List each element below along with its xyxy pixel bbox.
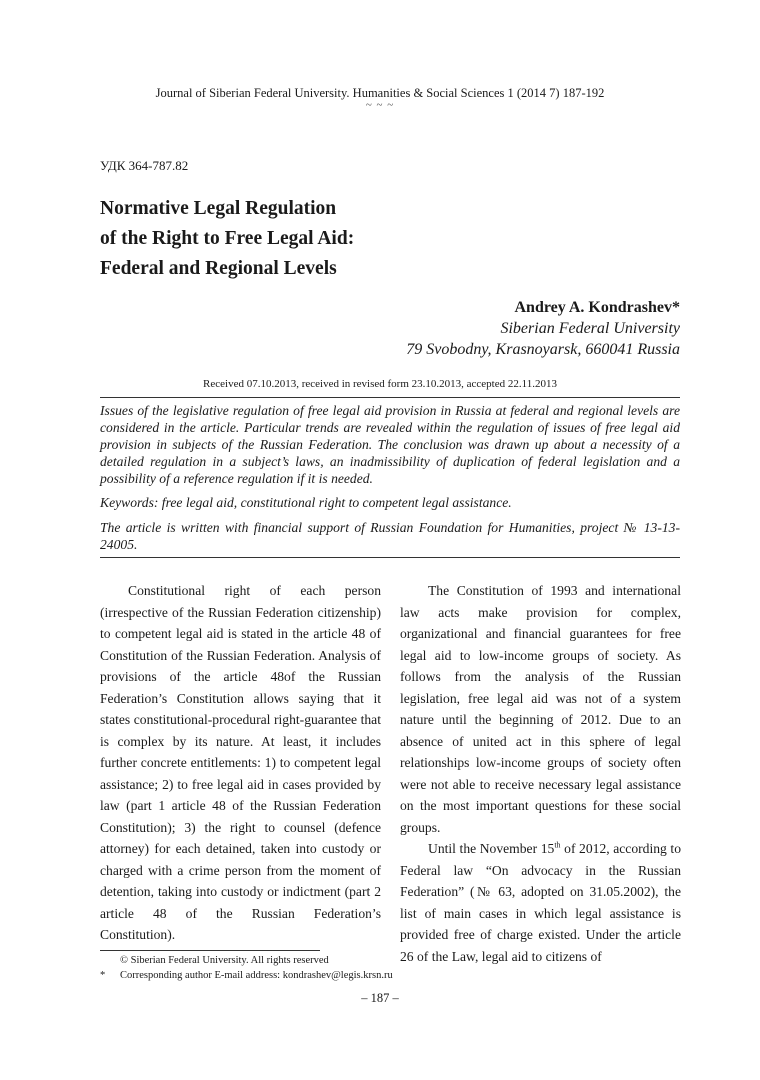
- copyright-text: © Siberian Federal University. All rights reserved: [120, 955, 329, 966]
- received-dates: Received 07.10.2013, received in revised form 23.10.2013, accepted 22.11.2013: [203, 378, 557, 390]
- title-line-2: of the Right to Free Legal Aid:: [100, 228, 355, 249]
- author-affiliation: Siberian Federal University: [500, 320, 680, 337]
- corresponding-note: [100, 968, 393, 983]
- journal-header: Journal of Siberian Federal University. Humanities & Social Sciences 1 (2014 7) 187-192: [155, 86, 605, 100]
- paragraph: Constitutional right of each person (irrespective of the Russian Federation citizenship) to competent legal aid is stated in the article 48 of Constitution of the Russian Federation. Analysis of provisions of the article 48of the Russian Federation’s Constitution allows saying that it states constitutional-procedural right-guarantee that is complex by its nature. At least, it includes further concrete entitlements: 1) to competent legal assistance; 2) to free legal aid in cases provided by law (part 1 article 48 of the Russian Federation Constitution); 3) the right to counsel (defence attorney) for each detained, taken into custody or charged with a crime person from the moment of detention, taking into custody or indictment (part 2 article 48 of the Russian Federation’s Constitution).: [100, 583, 381, 942]
- footnote-rule: [100, 950, 320, 951]
- superscript: th: [554, 840, 561, 850]
- title-line-1: Normative Legal Regulation: [100, 198, 337, 219]
- title-line-3: Federal and Regional Levels: [100, 258, 337, 279]
- footnote-mark: *: [100, 970, 106, 981]
- author-block: [406, 297, 680, 360]
- paragraph-start: Until the November 15: [428, 841, 555, 856]
- keywords: Keywords: free legal aid, constitutional right to competent legal assistance.: [100, 495, 512, 510]
- body-column-right: [400, 580, 681, 967]
- header-separator: ~ ~ ~: [365, 99, 395, 111]
- body-column-left: [100, 580, 381, 946]
- corresponding-text: Corresponding author E-mail address: kondrashev@legis.krsn.ru: [120, 970, 393, 981]
- abstract-block: [100, 402, 680, 553]
- abstract-top-rule: [100, 397, 680, 398]
- author-address: 79 Svobodny, Krasnoyarsk, 660041 Russia: [406, 341, 680, 358]
- copyright-note: [100, 953, 393, 968]
- abstract-text: Issues of the legislative regulation of free legal aid provision in Russia at federal and regional levels are considered in the article. Particular trends are revealed within the regulation of issues of free legal aid provision in subjects of the Russian Federation. The conclusion was drawn up about a necessity of a detailed regulation in a subject’s laws, an inadmissibility of duplication of federal legislation and a possibility of a reference regulation if it is needed.: [100, 403, 680, 486]
- article-title: [100, 194, 500, 284]
- udk-code: УДК 364-787.82: [100, 158, 189, 173]
- paragraph: [400, 838, 681, 967]
- abstract-bottom-rule: [100, 557, 680, 558]
- page-number: – 187 –: [361, 991, 399, 1005]
- funding-note: The article is written with financial support of Russian Foundation for Humanities, project № 13-13-24005.: [100, 520, 680, 552]
- paragraph-rest: of 2012, according to Federal law “On advocacy in the Russian Federation” (№ 63, adopted on 31.05.2002), the list of main cases in which legal assistance is provided free of charge existed. Under the article 26 of the Law, legal aid to citizens of: [400, 841, 682, 964]
- paragraph: The Constitution of 1993 and international law acts make provision for complex, organizational and financial guarantees for free legal aid to low-income groups of society. As follows from the analysis of the Russian legislation, free legal aid was not of a system nature until the beginning of 2012. Due to an absence of united act in this sphere of legal relationships low-income groups of society often were not able to receive necessary legal assistance on the most important questions for these social groups.: [400, 583, 681, 835]
- footnotes: [100, 953, 393, 983]
- author-name: Andrey A. Kondrashev*: [514, 299, 680, 316]
